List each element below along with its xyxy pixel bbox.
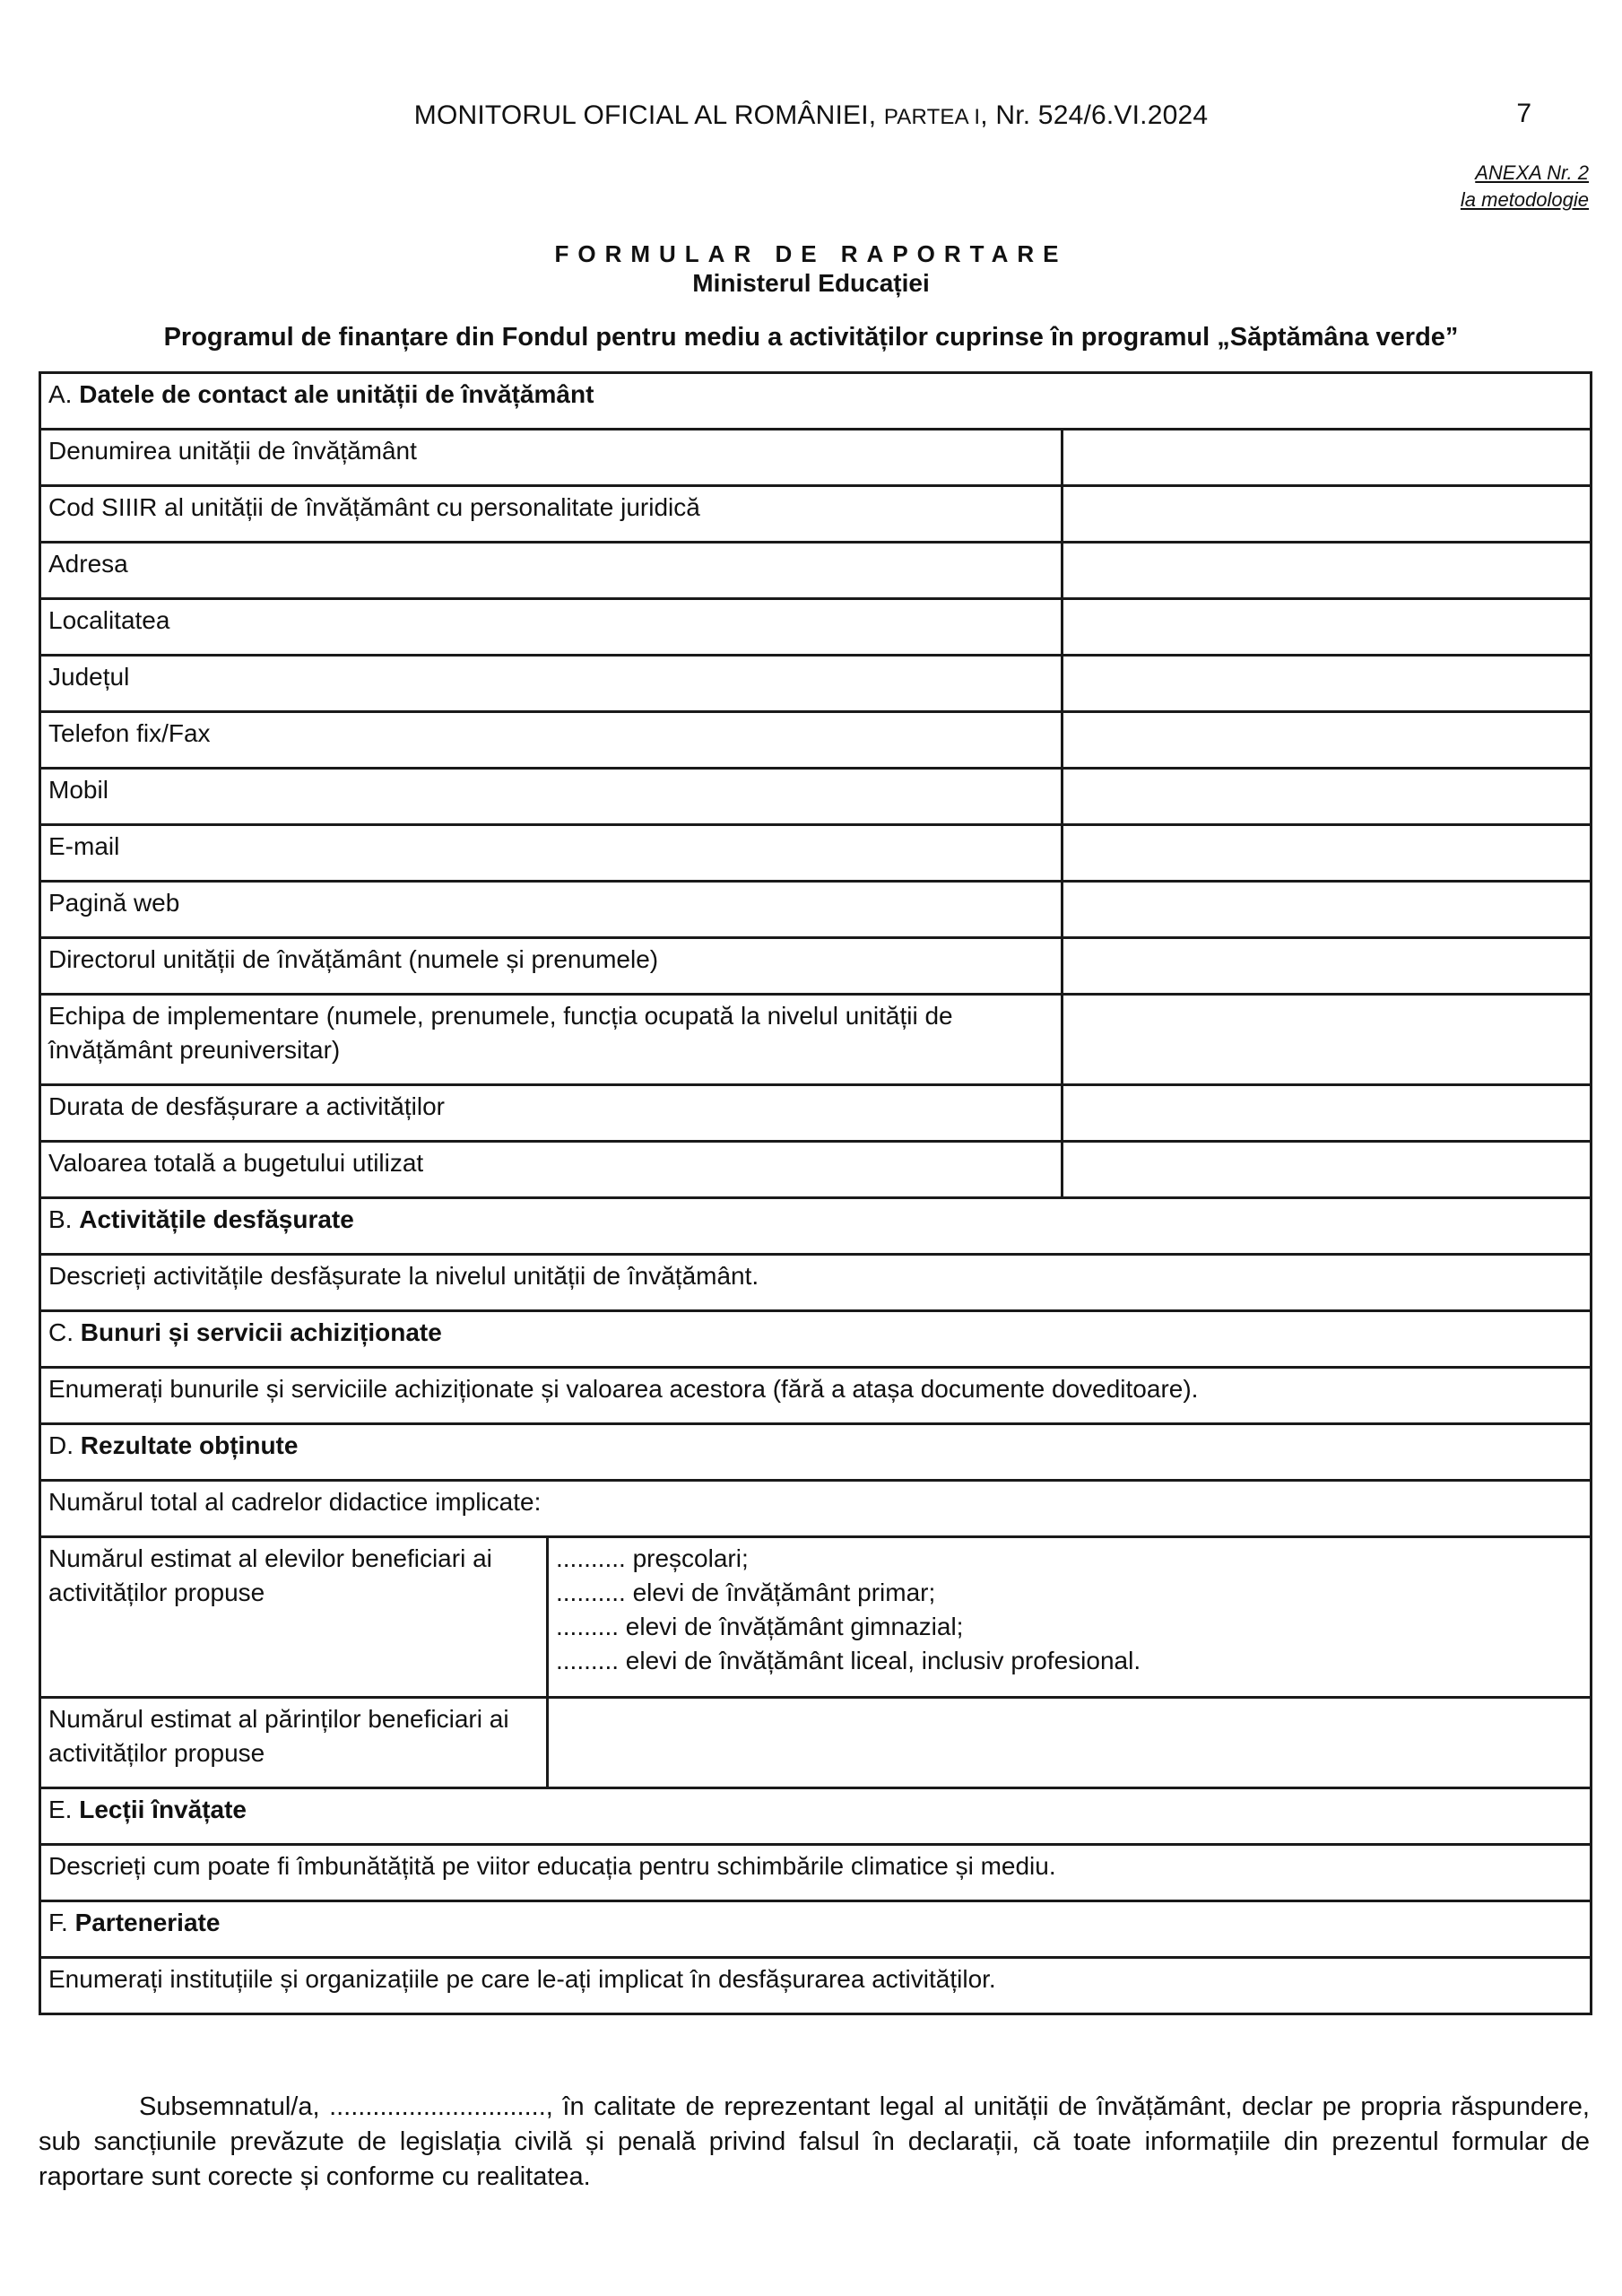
field-label: Localitatea [40, 599, 1063, 656]
form-title: FORMULAR DE RAPORTARE [554, 240, 1068, 267]
field-label: E-mail [40, 825, 1063, 882]
table-row [40, 769, 1592, 825]
section-title: Lecții învățate [79, 1796, 247, 1823]
field-value[interactable] [1063, 938, 1592, 995]
field-label: Echipa de implementare (numele, prenumele, funcția ocupată la nivelul unității de învățământ preuniversitar) [40, 995, 1063, 1085]
table-row [40, 1085, 1592, 1142]
journal-header [0, 100, 1622, 131]
section-letter: A. [48, 380, 73, 408]
upper-secondary-count: ......... elevi de învățământ liceal, inclusiv profesional. [556, 1647, 1141, 1674]
field-value[interactable] [1063, 543, 1592, 599]
field-label: Județul [40, 656, 1063, 712]
field-label: Pagină web [40, 882, 1063, 938]
table-row [40, 938, 1592, 995]
field-label: Valoarea totală a bugetului utilizat [40, 1142, 1063, 1198]
table-row [40, 1255, 1592, 1311]
section-letter: B. [48, 1205, 73, 1233]
parents-label: Numărul estimat al părinților beneficiari ai activităților propuse [40, 1698, 548, 1788]
table-row [40, 486, 1592, 543]
journal-name: MONITORUL OFICIAL AL ROMÂNIEI, [413, 100, 877, 130]
field-value[interactable] [1063, 825, 1592, 882]
parents-count-field[interactable] [548, 1698, 1592, 1788]
activities-description[interactable]: Descrieți activitățile desfășurate la nivelul unității de învățământ. [40, 1255, 1592, 1311]
lower-secondary-count: ......... elevi de învățământ gimnazial; [556, 1613, 964, 1640]
preschool-count: .......... preșcolari; [556, 1544, 749, 1572]
annex-methodology: la metodologie [1460, 188, 1589, 211]
field-label: Denumirea unității de învățământ [40, 430, 1063, 486]
acquisitions-description[interactable]: Enumerați bunurile și serviciile achiziționate și valoarea acestora (fără a atașa documente doveditoare). [40, 1368, 1592, 1424]
field-label: Telefon fix/Fax [40, 712, 1063, 769]
table-row [40, 543, 1592, 599]
teachers-count-field[interactable]: Numărul total al cadrelor didactice implicate: [40, 1481, 1592, 1537]
table-row [40, 430, 1592, 486]
field-label: Mobil [40, 769, 1063, 825]
field-value[interactable] [1063, 1085, 1592, 1142]
page-number: 7 [1516, 99, 1531, 128]
field-value[interactable] [1063, 656, 1592, 712]
table-row [40, 995, 1592, 1085]
field-value[interactable] [1063, 712, 1592, 769]
partnerships-description[interactable]: Enumerați instituțiile și organizațiile pe care le-ați implicat în desfășurarea activităților. [40, 1958, 1592, 2014]
section-d-header [40, 1424, 1592, 1481]
table-row [40, 656, 1592, 712]
field-value[interactable] [1063, 486, 1592, 543]
students-label: Numărul estimat al elevilor beneficiari ai activităților propuse [40, 1537, 548, 1698]
students-breakdown[interactable] [548, 1537, 1592, 1698]
table-row [40, 712, 1592, 769]
journal-issue: , Nr. 524/6.VI.2024 [980, 100, 1209, 130]
section-title: Bunuri și servicii achiziționate [80, 1318, 442, 1346]
table-row [40, 1845, 1592, 1901]
section-title: Datele de contact ale unității de învățământ [79, 380, 594, 408]
table-row [40, 1481, 1592, 1537]
annex-number: ANEXA Nr. 2 [1475, 161, 1589, 184]
section-letter: C. [48, 1318, 74, 1346]
field-label: Adresa [40, 543, 1063, 599]
section-title: Parteneriate [74, 1909, 221, 1936]
section-title: Rezultate obținute [80, 1431, 299, 1459]
table-row [40, 825, 1592, 882]
field-label: Directorul unității de învățământ (numele și prenumele) [40, 938, 1063, 995]
field-value[interactable] [1063, 1142, 1592, 1198]
table-row [40, 1537, 1592, 1698]
ministry-name: Ministerul Educației [692, 269, 930, 297]
section-letter: E. [48, 1796, 73, 1823]
lessons-description[interactable]: Descrieți cum poate fi îmbunătățită pe viitor educația pentru schimbările climatice și mediu. [40, 1845, 1592, 1901]
table-row [40, 1958, 1592, 2014]
table-row [40, 599, 1592, 656]
table-row [40, 1698, 1592, 1788]
field-value[interactable] [1063, 769, 1592, 825]
section-c-header [40, 1311, 1592, 1368]
table-row [40, 1142, 1592, 1198]
primary-count: .......... elevi de învățământ primar; [556, 1578, 936, 1606]
section-a-header [40, 373, 1592, 430]
annex-reference [1461, 160, 1589, 213]
program-title: Programul de finanțare din Fondul pentru mediu a activităților cuprinse în programul „Săptămâna verde” [163, 323, 1459, 352]
section-f-header [40, 1901, 1592, 1958]
section-b-header [40, 1198, 1592, 1255]
section-letter: D. [48, 1431, 74, 1459]
table-row [40, 1368, 1592, 1424]
field-label: Durata de desfășurare a activităților [40, 1085, 1063, 1142]
field-value[interactable] [1063, 430, 1592, 486]
legal-declaration: Subsemnatul/a, .............................., în calitate de reprezentant legal al unității de învățământ, declar pe propria răspundere, sub sancțiunile prevăzute de legislația civilă și penală privind falsul în declarații, că toate informațiile din prezentul formular de raportare sunt corecte și conforme cu realitatea. [39, 2092, 1590, 2191]
journal-part: PARTEA I [883, 105, 981, 129]
section-letter: F. [48, 1909, 68, 1936]
field-label: Cod SIIIR al unității de învățământ cu personalitate juridică [40, 486, 1063, 543]
field-value[interactable] [1063, 882, 1592, 938]
field-value[interactable] [1063, 599, 1592, 656]
reporting-form-table [39, 371, 1592, 2015]
section-title: Activitățile desfășurate [79, 1205, 354, 1233]
field-value[interactable] [1063, 995, 1592, 1085]
section-e-header [40, 1788, 1592, 1845]
table-row [40, 882, 1592, 938]
